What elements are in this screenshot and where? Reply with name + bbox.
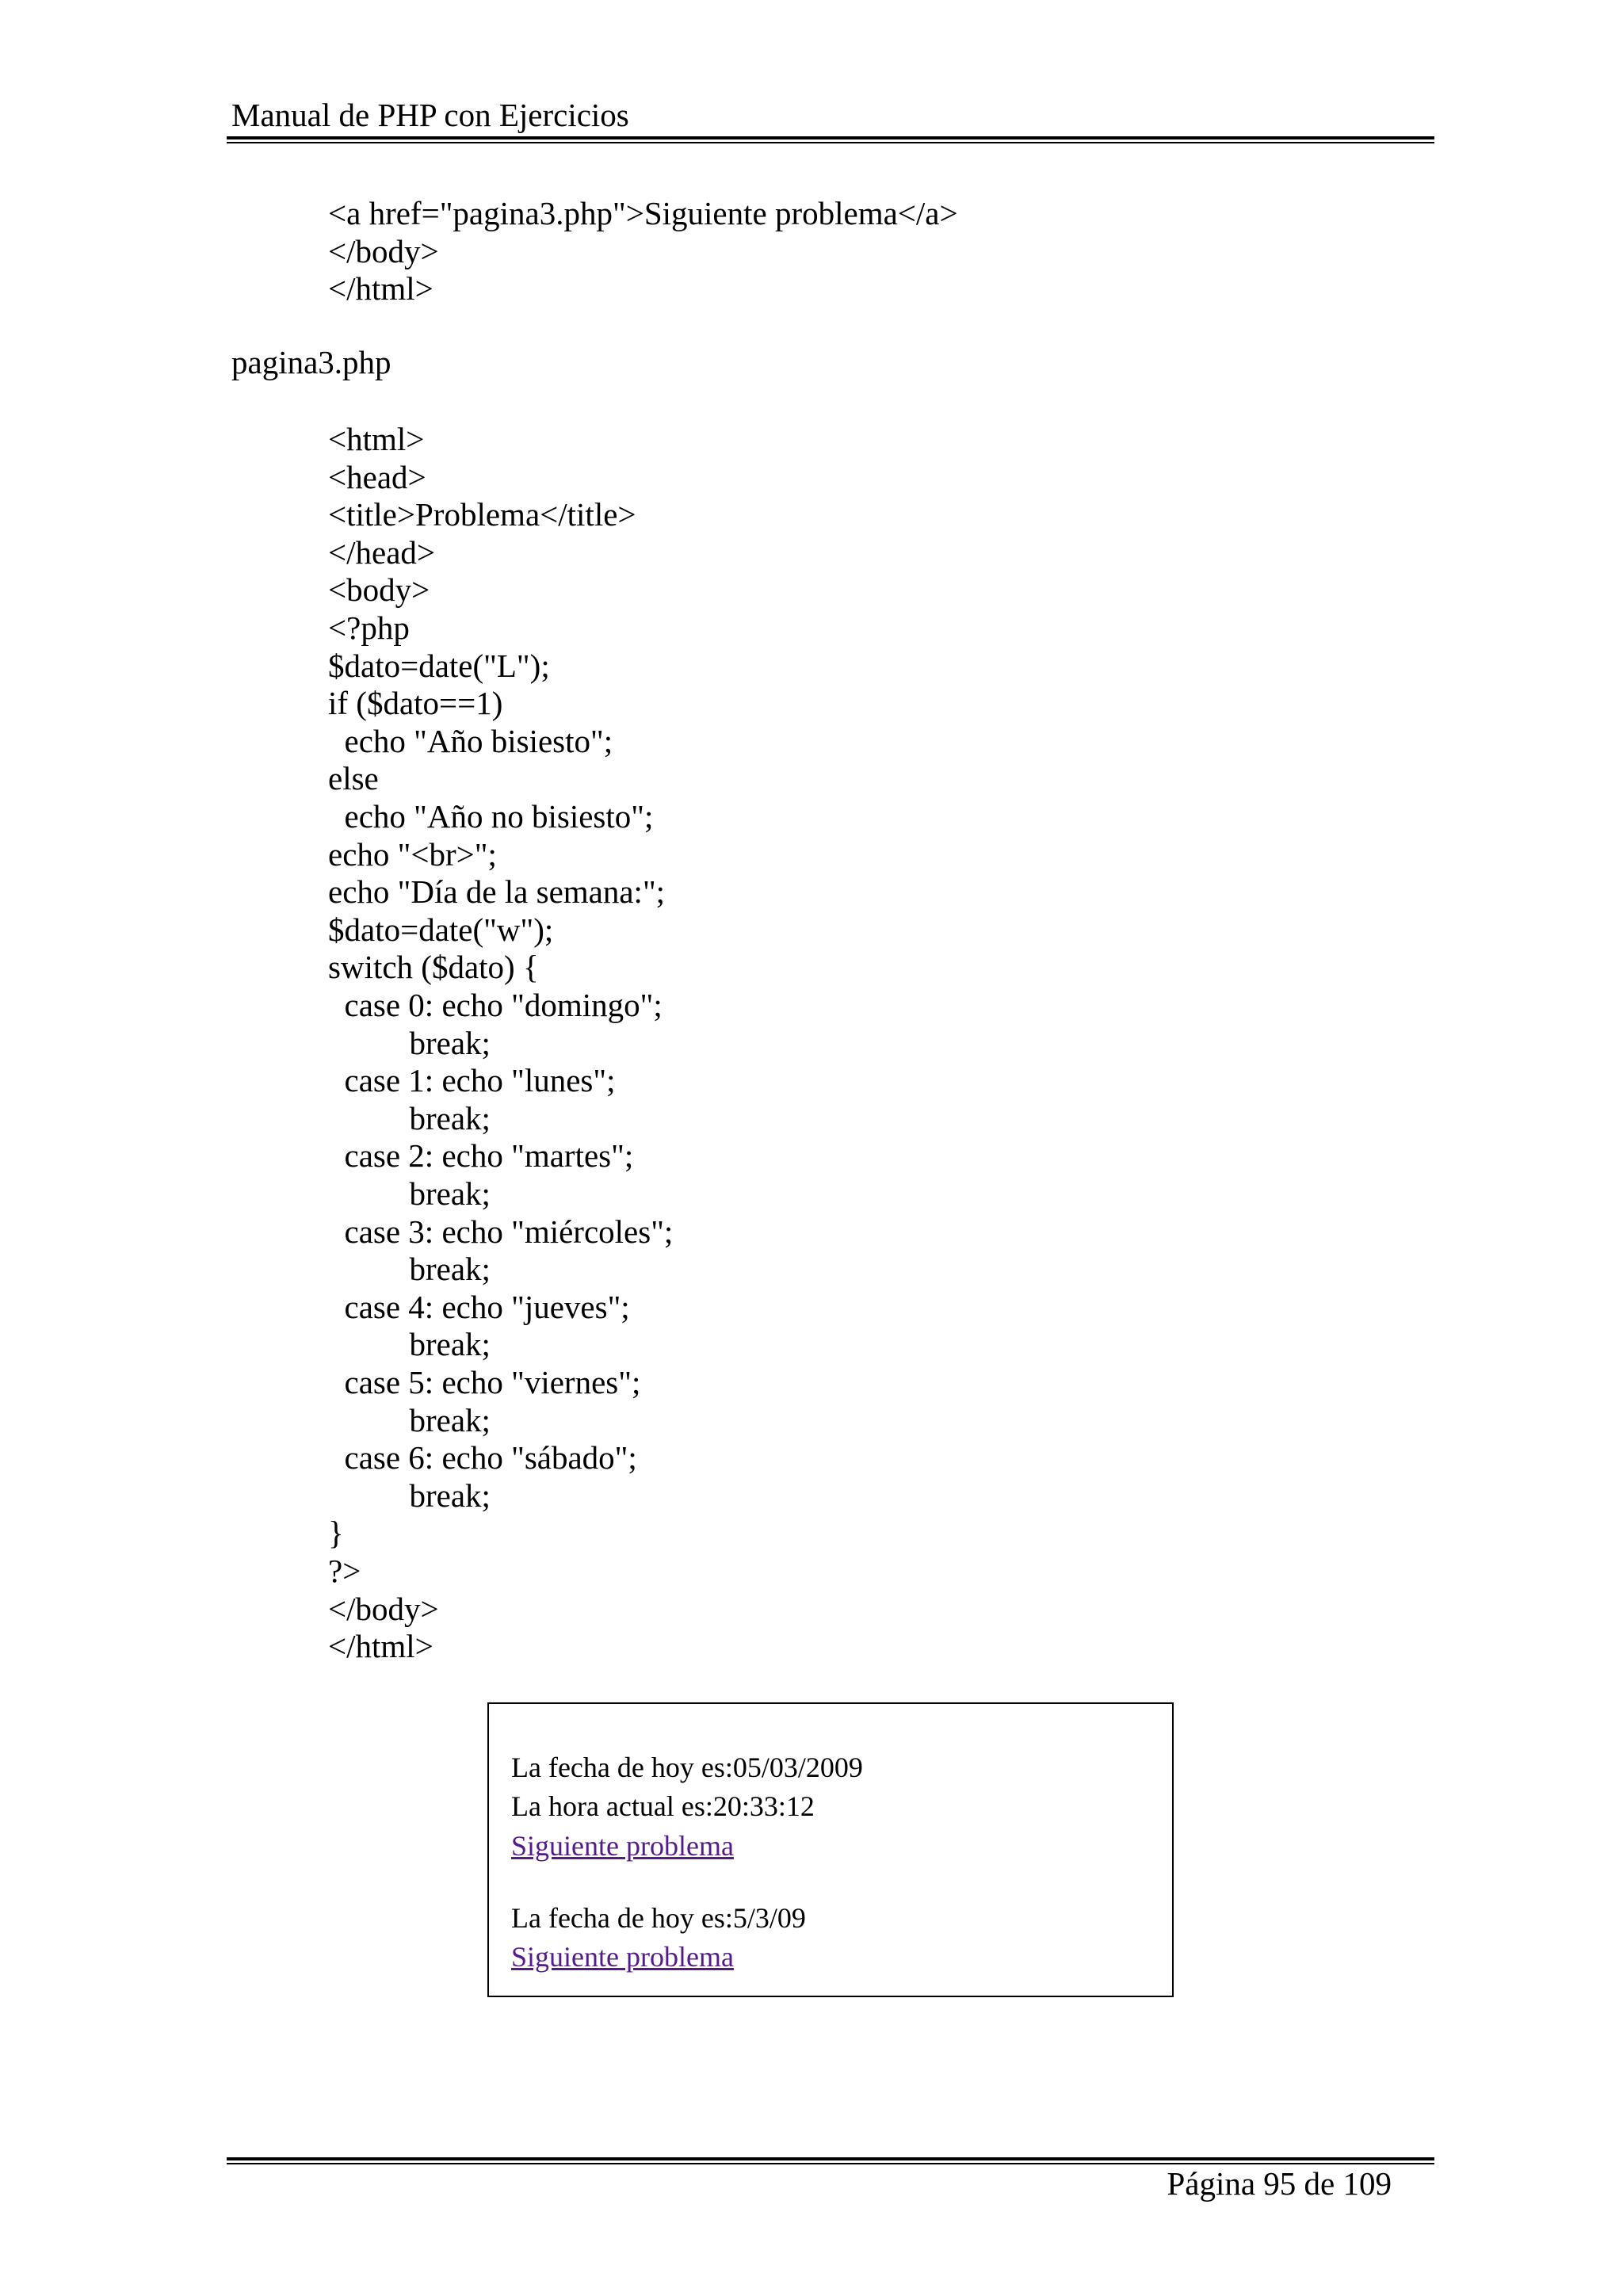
code-line: echo "Año bisiesto"; [328,722,613,759]
code-line: </html> [328,1628,433,1665]
code-line: case 1: echo "lunes"; [328,1062,616,1099]
code-line: case 5: echo "viernes"; [328,1364,641,1400]
code-line: case 4: echo "jueves"; [328,1288,630,1325]
code-line: case 0: echo "domingo"; [328,987,663,1023]
code-line: </body> [328,1590,439,1627]
code-line: <body> [328,571,430,609]
output-date-line: La fecha de hoy es:05/03/2009 [511,1752,863,1783]
code-line: echo "<br>"; [328,835,497,873]
code-line: else [328,760,379,797]
code-line: $dato=date("w"); [328,911,554,948]
code-line: switch ($dato) { [328,949,539,986]
code-line: } [328,1515,344,1552]
code-line: if ($dato==1) [328,685,503,722]
code-line: echo "Año no bisiesto"; [328,798,654,835]
code-line: <a href="pagina3.php">Siguiente problema</a> [328,195,958,231]
section-filename: pagina3.php [231,344,391,380]
code-line: <title>Problema</title> [328,496,636,533]
code-line: $dato=date("L"); [328,647,550,684]
output-short-date-line: La fecha de hoy es:5/3/09 [511,1902,806,1934]
output-next-link[interactable]: Siguiente problema [511,1830,734,1862]
code-line: </head> [328,533,436,571]
code-line: case 6: echo "sábado"; [328,1439,637,1477]
code-line: </body> [328,232,439,269]
code-line: break; [328,1401,491,1438]
browser-output-box [487,1702,1174,1997]
code-line: break; [328,1024,491,1061]
code-line: break; [328,1099,491,1137]
code-line: <html> [328,421,425,457]
code-line: echo "Día de la semana:"; [328,873,666,911]
code-line: break; [328,1477,491,1514]
code-line: <head> [328,458,426,495]
code-line: break; [328,1326,491,1363]
page-number: Página 95 de 109 [1167,2165,1392,2202]
output-next-link-2[interactable]: Siguiente problema [511,1941,734,1973]
output-time-line: La hora actual es:20:33:12 [511,1790,815,1822]
code-line: break; [328,1175,491,1212]
header-rule [227,136,1434,143]
code-line: case 2: echo "martes"; [328,1137,634,1175]
code-line: <?php [328,609,410,646]
code-line: break; [328,1251,491,1288]
document-header-title: Manual de PHP con Ejercicios [231,97,629,133]
code-line: case 3: echo "miércoles"; [328,1213,674,1250]
code-line: ?> [328,1553,361,1589]
code-line: </html> [328,270,433,308]
